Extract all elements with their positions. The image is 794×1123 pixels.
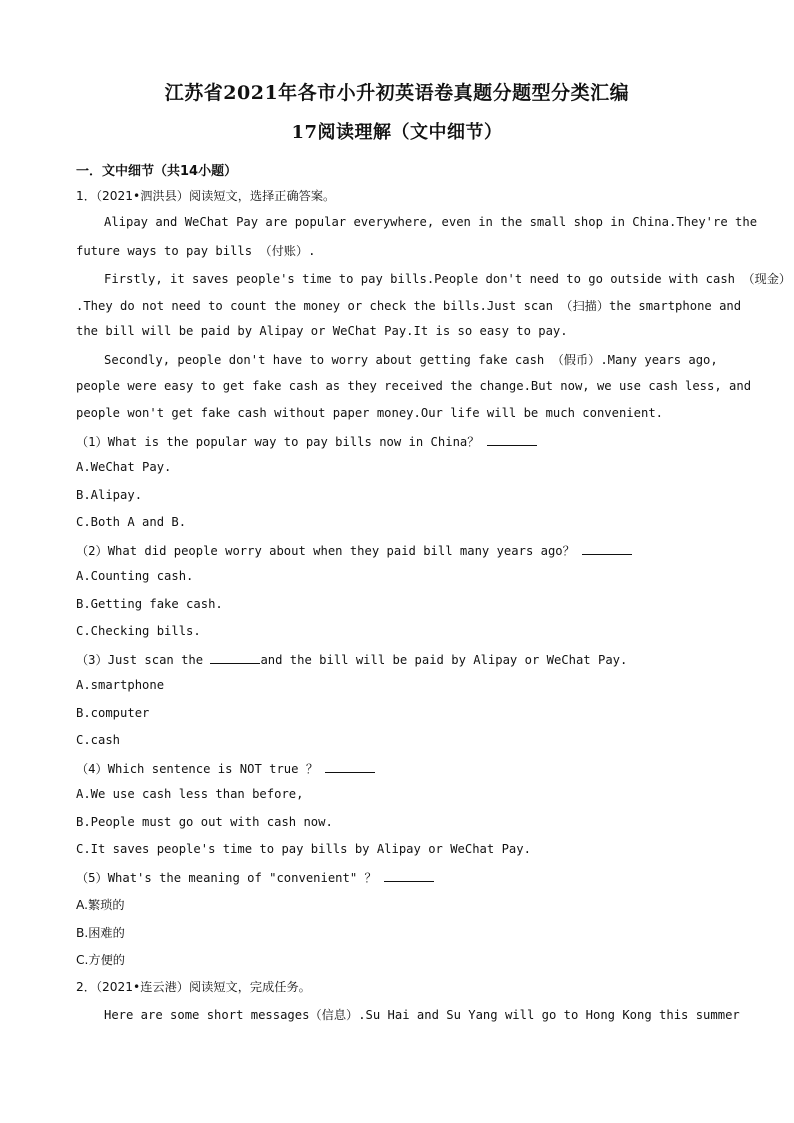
q1-sub-question-3 [76, 651, 627, 668]
option: C.Checking bills. [76, 624, 201, 638]
q1-passage-line: Firstly, it saves people's time to pay bills.People don't need to go outside with cash （现金） [104, 272, 792, 286]
answer-blank[interactable] [487, 435, 537, 446]
answer-blank[interactable] [325, 762, 375, 773]
option: B.computer [76, 706, 150, 720]
question-text: （1）What is the popular way to pay bills now in China？ [76, 435, 480, 449]
question-text-cont: and the bill will be paid by Alipay or WeChat Pay. [260, 653, 628, 667]
q1-passage-line: .They do not need to count the money or check the bills.Just scan （扫描）the smartphone and [76, 299, 742, 313]
q1-sub-question-2 [76, 542, 632, 559]
q1-passage-line: the bill will be paid by Alipay or WeChat Pay.It is so easy to pay. [76, 324, 568, 338]
option: B.Alipay. [76, 488, 143, 502]
answer-blank[interactable] [384, 871, 434, 882]
q1-sub-question-1 [76, 433, 537, 450]
q1-sub-question-5 [76, 869, 434, 886]
q1-passage-line: people won't get fake cash without paper money.Our life will be much convenient. [76, 406, 663, 420]
page-subtitle: 17阅读理解（文中细节） [291, 122, 503, 143]
option: A.WeChat Pay. [76, 460, 172, 474]
option: B.Getting fake cash. [76, 597, 223, 611]
q1-header: 1．（2021•泗洪县）阅读短文，选择正确答案。 [76, 189, 336, 203]
option: A.smartphone [76, 678, 165, 692]
question-text: （2）What did people worry about when they paid bill many years ago？ [76, 544, 575, 558]
option: C.Both A and B. [76, 515, 187, 529]
option: C.方便的 [76, 953, 125, 967]
option: B.困难的 [76, 926, 125, 940]
section-heading: 一．文中细节（共14小题） [76, 164, 238, 179]
question-text: （5）What's the meaning of "convenient" ？ [76, 871, 377, 885]
question-text: （3）Just scan the [76, 653, 204, 667]
q1-passage-line: Alipay and WeChat Pay are popular everywhere, even in the small shop in China.They're the [104, 215, 758, 229]
q1-passage-line: Secondly, people don't have to worry about getting fake cash （假币）.Many years ago, [104, 353, 718, 367]
question-text: （4）Which sentence is NOT true ？ [76, 762, 319, 776]
option: C.cash [76, 733, 121, 747]
q1-passage-line: people were easy to get fake cash as they received the change.But now, we use cash less, and [76, 379, 752, 393]
q2-passage-line: Here are some short messages（信息）.Su Hai and Su Yang will go to Hong Kong this summer [104, 1008, 740, 1022]
q2-header: 2．（2021•连云港）阅读短文，完成任务。 [76, 980, 311, 994]
answer-blank[interactable] [210, 653, 260, 664]
page-title: 江苏省2021年各市小升初英语卷真题分题型分类汇编 [164, 82, 630, 104]
option: A.Counting cash. [76, 569, 194, 583]
q1-passage-line: future ways to pay bills （付账）. [76, 244, 316, 258]
answer-blank[interactable] [582, 544, 632, 555]
option: C.It saves people's time to pay bills by Alipay or WeChat Pay. [76, 842, 531, 856]
option: A.We use cash less than before, [76, 787, 304, 801]
option: A.繁琐的 [76, 898, 125, 912]
q1-sub-question-4 [76, 760, 375, 777]
option: B.People must go out with cash now. [76, 815, 333, 829]
